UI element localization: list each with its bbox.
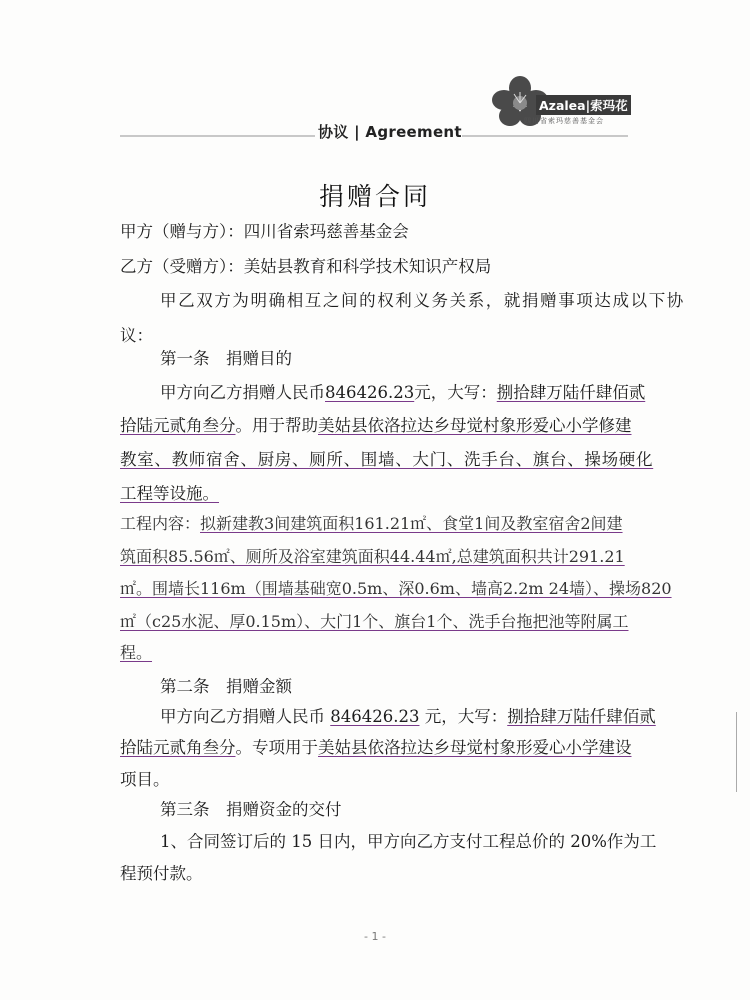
page-number: - 1 - [364,930,386,943]
text: 甲方向乙方捐赠人民币 [160,383,325,402]
header-rule-left [120,135,315,137]
article-1-line-3: 教室、教师宿舍、厨房、厕所、围墙、大门、洗手台、旗台、操场硬化 [120,450,654,469]
article-1-heading: 第一条 捐赠目的 [160,349,292,368]
foundation-logo [490,74,632,130]
school-name: 美姑县依洛拉达乡母觉村象形爱心小学修建 [318,416,632,435]
works-line-1 [120,514,623,534]
document-title: 捐赠合同 [318,182,431,211]
text: 。专项用于 [235,738,318,757]
article-1-line-2 [120,416,632,436]
amount-words: 拾陆元贰角叁分 [120,416,236,435]
logo-subtitle: 四川省索玛慈善基金会 [524,117,604,125]
amount-words: 捌拾肆万陆仟肆佰贰 [496,383,646,402]
school-name: 美姑县依洛拉达乡母觉村象形爱心小学建设 [318,738,632,757]
article-2-line-2 [120,738,632,758]
binding-edge-mark [736,712,745,792]
text: 元，大写： [414,383,497,402]
logo-text: Azalea|索玛花 [536,95,631,115]
article-2-line-3: 项目。 [120,770,170,789]
article-3-heading: 第三条 捐赠资金的交付 [160,800,342,819]
party-b: 乙方（受赠方）：美姑县教育和科学技术知识产权局 [120,257,492,276]
amount-number: 846426.23 [330,707,420,726]
works-line-5: 程。 [120,643,153,662]
text: 工程内容： [120,514,201,533]
article-2-heading: 第二条 捐赠金额 [160,677,292,696]
amount-words: 捌拾肆万陆仟肆佰贰 [507,707,656,726]
amount-number: 846426.23 [325,383,415,402]
party-a: 甲方（赠与方）：四川省索玛慈善基金会 [120,222,409,241]
header-title: 协议 | Agreement [318,123,462,141]
works-line-2: 筑面积85.56㎡、厕所及浴室建筑面积44.44㎡,总建筑面积共计291.21 [120,547,625,566]
intro-line-1: 甲乙双方为明确相互之间的权利义务关系，就捐赠事项达成以下协 [160,291,685,310]
text: 甲方向乙方捐赠人民币 [160,707,331,726]
intro-line-2: 议： [120,326,153,345]
article-3-line-2: 程预付款。 [120,864,203,883]
article-1-line-1 [160,383,645,403]
header-rule-right [462,135,628,137]
works-line-4: ㎡（c25水泥、厚0.15m）、大门1个、旗台1个、洗手台拖把池等附属工 [120,612,629,631]
text: 元，大写： [419,707,508,726]
amount-words: 拾陆元贰角叁分 [120,738,236,757]
article-2-line-1 [160,707,656,727]
works-line-3: ㎡。围墙长116m（围墙基础宽0.5m、深0.6m、墙高2.2m 24墙）、操场820 [120,579,672,598]
article-3-line-1: 1、合同签订后的 15 日内，甲方向乙方支付工程总价的 20%作为工 [160,832,657,851]
works-text: 拟新建教3间建筑面积161.21㎡、食堂1间及教室宿舍2间建 [200,514,623,533]
article-1-line-4: 工程等设施。 [120,484,219,503]
text: 。用于帮助 [235,416,318,435]
